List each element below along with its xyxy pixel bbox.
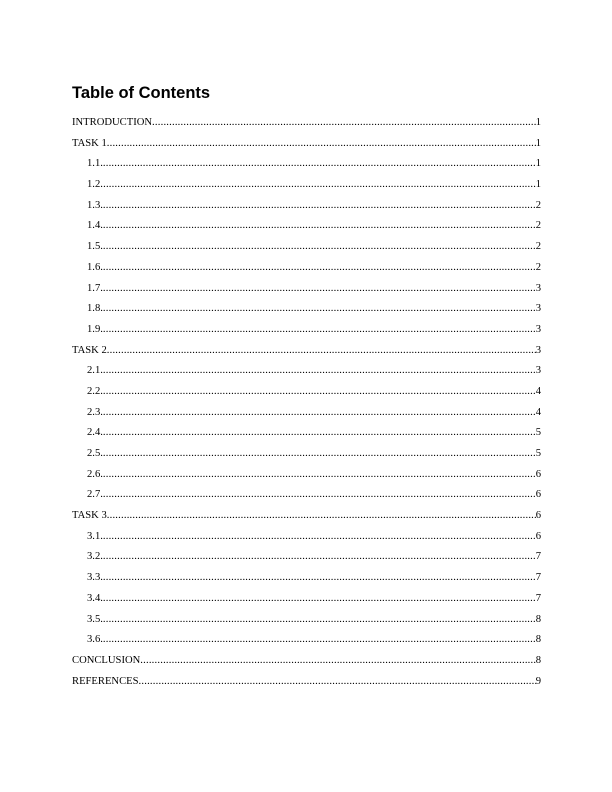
- toc-dot-leader: [103, 240, 536, 254]
- toc-entry[interactable]: [72, 282, 541, 303]
- toc-dot-leader: [100, 178, 535, 192]
- toc-page-number: 6: [535, 530, 541, 542]
- toc-entry-label[interactable]: 1.4.: [87, 220, 103, 232]
- toc-entry-label[interactable]: CONCLUSION: [72, 654, 141, 666]
- toc-entry-label[interactable]: REFERENCES: [72, 675, 139, 687]
- toc-page-number: 1: [535, 179, 541, 191]
- toc-entry[interactable]: [72, 344, 541, 365]
- toc-entry[interactable]: [72, 613, 541, 634]
- toc-page-number: 2: [535, 241, 541, 253]
- toc-entry-label[interactable]: 3.1.: [87, 530, 103, 542]
- toc-entry-label[interactable]: TASK 3: [72, 510, 107, 522]
- toc-dot-leader: [103, 364, 536, 378]
- toc-entry-label[interactable]: INTRODUCTION: [72, 117, 153, 128]
- toc-dot-leader: [103, 199, 536, 213]
- toc-entry[interactable]: [72, 509, 541, 530]
- toc-dot-leader: [103, 530, 536, 544]
- toc-page-number: 3: [535, 303, 541, 315]
- toc-dot-leader: [139, 675, 536, 689]
- toc-dot-leader: [107, 509, 536, 523]
- toc-entry[interactable]: [72, 364, 541, 385]
- toc-entry-label[interactable]: 3.5.: [87, 613, 103, 625]
- toc-page-number: 6: [535, 510, 541, 522]
- toc-page-number: 7: [535, 551, 541, 563]
- toc-entry-label[interactable]: 1.3.: [87, 199, 103, 211]
- toc-entry-label[interactable]: 1.7.: [87, 282, 103, 294]
- toc-entry-label[interactable]: 3.4.: [87, 592, 103, 604]
- toc-dot-leader: [103, 633, 536, 647]
- toc-page-number: 9: [535, 675, 541, 687]
- toc-entry[interactable]: [72, 116, 541, 137]
- toc-page-number: 6: [535, 489, 541, 501]
- toc-page-number: 2: [535, 261, 541, 273]
- toc-page-number: 7: [535, 572, 541, 584]
- toc-entry-label[interactable]: TASK 2: [72, 344, 107, 356]
- toc-dot-leader: [103, 282, 536, 296]
- toc-entry[interactable]: [72, 385, 541, 406]
- toc-page-number: 5: [535, 427, 541, 439]
- toc-entry[interactable]: [72, 323, 541, 344]
- toc-dot-leader: [103, 426, 536, 440]
- toc-entry-label[interactable]: 2.2.: [87, 385, 103, 397]
- table-of-contents: [72, 116, 541, 695]
- toc-entry[interactable]: [72, 178, 541, 199]
- toc-entry[interactable]: [72, 406, 541, 427]
- toc-entry-label[interactable]: 2.6.: [87, 468, 103, 480]
- toc-dot-leader: [103, 447, 536, 461]
- toc-entry-label[interactable]: 3.3.: [87, 572, 103, 584]
- toc-page-number: 5: [535, 448, 541, 459]
- toc-entry[interactable]: [72, 261, 541, 282]
- toc-page-number: 2: [535, 199, 541, 211]
- toc-entry-label[interactable]: 3.2.: [87, 551, 103, 563]
- toc-dot-leader: [103, 613, 536, 627]
- toc-page-number: 3: [535, 344, 541, 356]
- toc-entry[interactable]: [72, 468, 541, 489]
- toc-page-number: 7: [535, 592, 541, 604]
- toc-heading: Table of Contents: [72, 84, 211, 102]
- toc-entry[interactable]: [72, 592, 541, 613]
- toc-dot-leader: [103, 323, 536, 337]
- toc-entry[interactable]: [72, 426, 541, 447]
- toc-entry-label[interactable]: 3.6.: [87, 634, 103, 646]
- toc-dot-leader: [107, 344, 536, 358]
- toc-entry-label[interactable]: TASK 1: [72, 137, 107, 149]
- toc-dot-leader: [103, 406, 536, 420]
- toc-dot-leader: [103, 550, 536, 564]
- toc-entry-label[interactable]: 2.1.: [87, 365, 103, 377]
- toc-entry-label[interactable]: 1.9.: [87, 323, 103, 335]
- toc-entry[interactable]: [72, 240, 541, 261]
- toc-dot-leader: [103, 385, 536, 399]
- toc-entry[interactable]: [72, 137, 541, 158]
- toc-entry[interactable]: [72, 530, 541, 551]
- toc-dot-leader: [103, 592, 536, 606]
- toc-page-number: 8: [535, 613, 541, 625]
- toc-entry-label[interactable]: 1.5.: [87, 241, 103, 253]
- toc-dot-leader: [107, 137, 536, 151]
- toc-entry-label[interactable]: 2.7.: [87, 489, 103, 501]
- toc-entry-label[interactable]: 1.1.: [87, 158, 103, 170]
- toc-entry[interactable]: [72, 219, 541, 240]
- toc-dot-leader: [103, 468, 536, 482]
- toc-entry[interactable]: [72, 633, 541, 654]
- toc-page-number: 8: [535, 654, 541, 666]
- toc-dot-leader: [103, 488, 536, 502]
- toc-page-number: 6: [535, 468, 541, 480]
- toc-page-number: 3: [535, 365, 541, 377]
- toc-entry-label[interactable]: 2.3.: [87, 406, 103, 418]
- toc-page-number: 4: [535, 385, 541, 397]
- toc-entry-label[interactable]: 1.2: [87, 179, 101, 191]
- toc-entry[interactable]: [72, 654, 541, 675]
- toc-dot-leader: [103, 302, 536, 316]
- toc-dot-leader: [103, 157, 536, 171]
- toc-page-number: 3: [535, 282, 541, 294]
- toc-entry[interactable]: [72, 488, 541, 509]
- toc-entry-label[interactable]: 2.5.: [87, 448, 103, 459]
- toc-entry[interactable]: [72, 447, 541, 468]
- toc-entry[interactable]: [72, 199, 541, 220]
- toc-entry[interactable]: [72, 157, 541, 178]
- toc-dot-leader: [103, 261, 536, 275]
- toc-entry[interactable]: [72, 550, 541, 571]
- toc-page-number: 2: [535, 220, 541, 232]
- toc-page-number: 1: [535, 137, 541, 149]
- toc-entry-label[interactable]: 1.8.: [87, 303, 103, 315]
- toc-dot-leader: [103, 571, 536, 585]
- toc-page-number: 1: [535, 117, 541, 128]
- toc-entry[interactable]: [72, 571, 541, 592]
- toc-dot-leader: [103, 219, 536, 233]
- toc-entry[interactable]: [72, 675, 541, 696]
- toc-entry-label[interactable]: 1.6.: [87, 261, 103, 273]
- toc-page-number: 1: [535, 158, 541, 170]
- toc-entry[interactable]: [72, 302, 541, 323]
- toc-dot-leader: [152, 116, 536, 130]
- toc-page-number: 4: [535, 406, 541, 418]
- toc-page-number: 3: [535, 323, 541, 335]
- toc-dot-leader: [140, 654, 535, 668]
- toc-page-number: 8: [535, 634, 541, 646]
- toc-entry-label[interactable]: 2.4.: [87, 427, 103, 439]
